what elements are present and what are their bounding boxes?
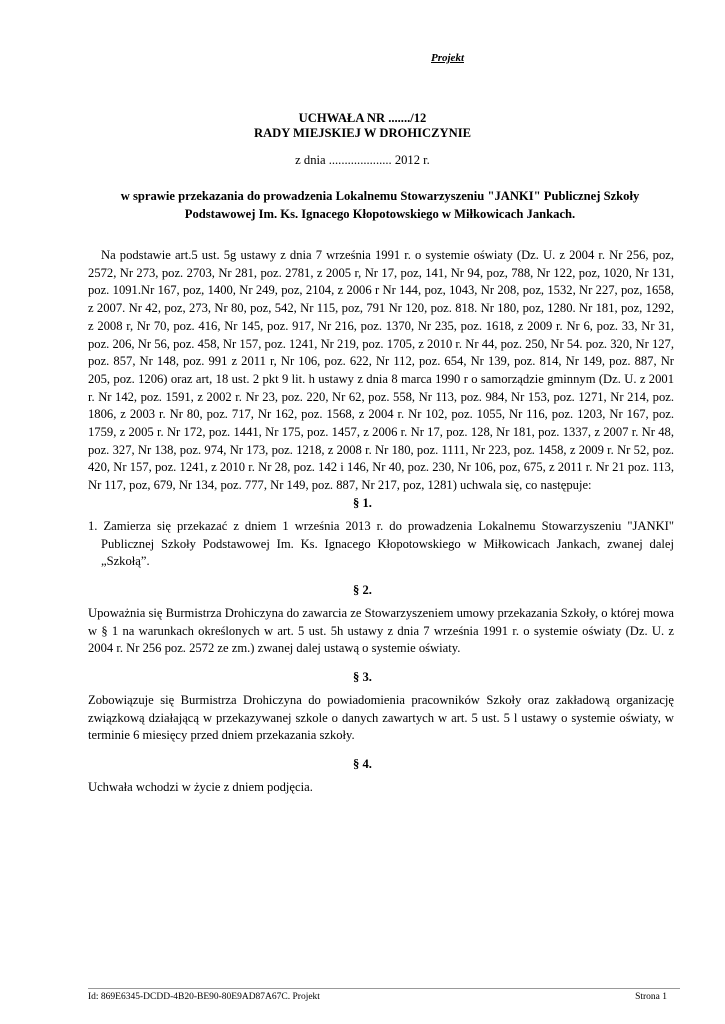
section-4-text: Uchwała wchodzi w życie z dniem podjęcia. xyxy=(88,780,313,794)
section-2-heading: § 2. xyxy=(353,583,372,597)
section-2-text: Upoważnia się Burmistrza Drohiczyna do zawarcia ze Stowarzyszeniem umowy przekazania Szkoły, o której mowa w § 1 na warunkach określonych w art. 5 ust. 5h ustawy z dnia 7 września 1991 r. o systemie oświaty (Dz. U. z 2004 r. Nr 256 poz. 2572 ze zm.) zwanej dalej ustawą o systemie oświaty. xyxy=(88,606,674,656)
section-4-heading: § 4. xyxy=(353,757,372,771)
resolution-date: z dnia .................... 2012 r. xyxy=(295,153,430,167)
section-3-heading: § 3. xyxy=(353,670,372,684)
footer-divider xyxy=(88,988,680,989)
projekt-label: Projekt xyxy=(431,52,464,64)
council-name: RADY MIEJSKIEJ W DROHICZYNIE xyxy=(253,126,472,140)
section-1-text: 1. Zamierza się przekazać z dniem 1 września 2013 r. do prowadzenia Lokalnemu Stowarzyszeniu "JANKI" Publicznej Szkoły Podstawowej Im. Ks. Ignacego Kłopotowskiego w Miłkowicach Jankach, zwanej dalej „Szkołą”. xyxy=(88,519,674,569)
preamble-paragraph: Na podstawie art.5 ust. 5g ustawy z dnia 7 września 1991 r. o systemie oświaty (Dz. U. z 2004 r. Nr 256, poz, 2572, Nr 273, poz. 2703, Nr 281, poz. 2781, z 2005 r, Nr 17, poz, 141, Nr 94, poz, 788, Nr 122, poz, 1020, Nr 131, poz. 1091.Nr 167, poz, 1400, Nr 249, poz, 2104, z 2006 r Nr 144, poz, 1043, Nr 208, poz, 1532, Nr 227, poz, 1658, z 2007. Nr 42, poz, 273, Nr 80, poz, 542, Nr 115, poz, 791 Nr 120, poz. 818. Nr 180, poz, 1280. Nr 181, poz, 1292, z 2008 r, Nr 70, poz. 416, Nr 145, poz. 917, Nr 216, poz. 1370, Nr 235, poz. 1618, z 2009 r. Nr 6, poz. 33, Nr 31, poz. 206, Nr 56, poz. 458, Nr 157, poz. 1241, Nr 219, poz. 1705, z 2010 r. Nr 44, poz. 250, Nr 54. poz. 320, Nr 127, poz. 857, Nr 148, poz. 991 z 2011 r, Nr 106, poz. 622, Nr 112, poz. 654, Nr 139, poz. 814, Nr 149, poz. 887, Nr 205, poz. 1206) oraz art, 18 ust. 2 pkt 9 lit. h ustawy z dnia 8 marca 1990 r o samorządzie gminnym (Dz. U. z 2001 r. Nr 142, poz. 1591, z 2002 r. Nr 23, poz. 220, Nr 62, poz. 558, Nr 113, poz. 984, Nr 153, poz. 1271, Nr 214, poz. 1806, z 2003 r. Nr 80, poz. 717, Nr 162, poz. 1568, z 2004 r. Nr 102, poz. 1055, Nr 116, poz. 1203, Nr 167, poz. 1759, z 2005 r. Nr 172, poz. 1441, Nr 175, poz. 1457, z 2006 r. Nr 17, poz. 128, Nr 181, poz. 1337, z 2007 r. Nr 48, poz. 327, Nr 138, poz. 974, Nr 173, poz. 1218, z 2008 r. Nr 180, poz. 1111, Nr 223, poz. 1458, z 2009 r. Nr 52, poz. 420, Nr 157, poz. 1241, z 2010 r. Nr 28, poz. 142 i 146, Nr 40, poz. 230, Nr 106, poz, 675, z 2011 r. Nr 21 poz. 113, Nr 117, poz, 679, Nr 134, poz. 777, Nr 149, poz. 887, Nr 217, poz, 1281) uchwala się, co następuje: xyxy=(88,248,674,493)
resolution-number: UCHWAŁA NR ......./12 xyxy=(298,111,427,125)
section-3-text: Zobowiązuje się Burmistrza Drohiczyna do powiadomienia pracowników Szkoły oraz zakładową organizację związkową działającą w przekazywanej szkole o danych zawartych w art. 5 ust. 5 l ustawy o systemie oświaty, w terminie 6 miesięcy przed dniem przekazania szkoły. xyxy=(88,693,674,743)
footer-page-number: Strona 1 xyxy=(635,992,667,1002)
resolution-subject: w sprawie przekazania do prowadzenia Lokalnemu Stowarzyszeniu "JANKI" Publicznej Szkoły Podstawowej Im. Ks. Ignacego Kłopotowskiego w Miłkowicach Jankach. xyxy=(120,189,640,221)
footer-document-id: Id: 869E6345-DCDD-4B20-BE90-80E9AD87A67C. Projekt xyxy=(88,992,320,1002)
section-1-heading: § 1. xyxy=(353,496,372,510)
